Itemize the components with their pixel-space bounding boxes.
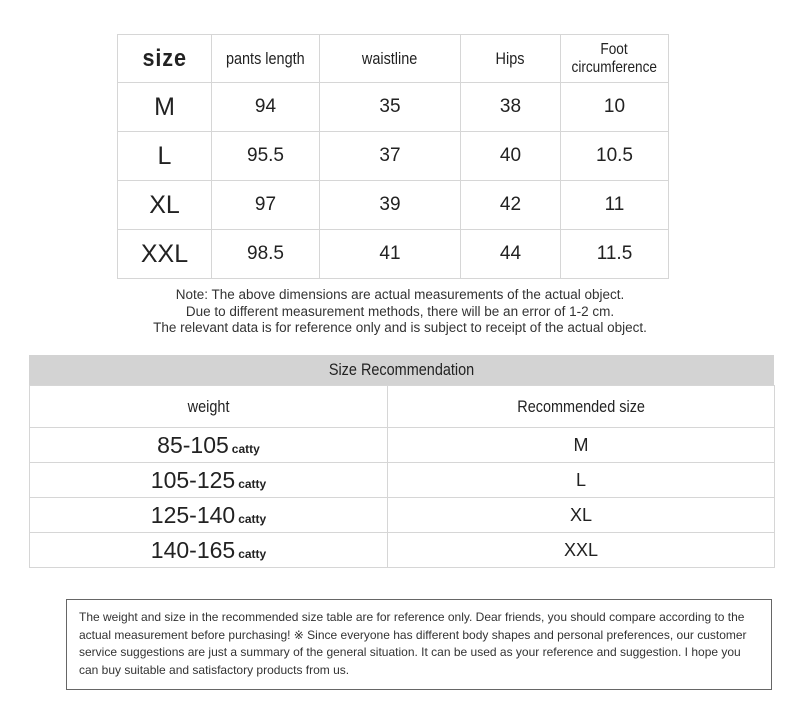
weight-cell: 85-105 catty — [30, 428, 388, 463]
header-foot-circumference — [561, 35, 669, 83]
table-row — [30, 428, 775, 463]
pants-length-cell: 98.5 — [212, 230, 320, 279]
recommended-size-cell: L — [388, 463, 775, 498]
foot-circumference-cell: 11 — [561, 181, 669, 230]
foot-circumference-cell: 10.5 — [561, 132, 669, 181]
waistline-cell: 37 — [320, 132, 461, 181]
table-row — [118, 132, 669, 181]
measurement-note — [0, 287, 800, 337]
size-recommendation-table — [29, 385, 775, 568]
recommendation-header-row — [30, 386, 775, 428]
size-cell: M — [118, 83, 212, 132]
recommended-size-cell: M — [388, 428, 775, 463]
note-line-2: Due to different measurement methods, there will be an error of 1-2 cm. — [185, 303, 615, 319]
note-line-3: The relevant data is for reference only and is subject to receipt of the actual object. — [153, 320, 647, 335]
foot-circumference-cell: 11.5 — [561, 230, 669, 279]
waistline-cell: 39 — [320, 181, 461, 230]
hips-cell: 38 — [461, 83, 561, 132]
table-row — [118, 181, 669, 230]
size-cell: XL — [118, 181, 212, 230]
table-row — [30, 463, 775, 498]
pants-length-cell: 94 — [212, 83, 320, 132]
header-size: size — [118, 35, 212, 83]
header-hips: Hips — [461, 35, 561, 83]
recommended-size-cell: XXL — [388, 533, 775, 568]
header-recommended-size: Recommended size — [388, 386, 775, 428]
recommended-size-cell: XL — [388, 498, 775, 533]
weight-cell: 105-125 catty — [30, 463, 388, 498]
waistline-cell: 41 — [320, 230, 461, 279]
table-row — [30, 498, 775, 533]
disclaimer-box: The weight and size in the recommended size table are for reference only. Dear friends, you should compare according to the actual measurement before purchasing! ※ Since everyone has different body shapes and personal preferences, our customer service suggestions are just a summary of the general situation. It can be used as your reference and suggestion. I hope you can buy suitable and satisfactory products from us. — [66, 599, 772, 690]
size-chart-header-row — [118, 35, 669, 83]
pants-length-cell: 97 — [212, 181, 320, 230]
size-recommendation — [29, 355, 774, 568]
header-waistline: waistline — [320, 35, 461, 83]
header-weight: weight — [30, 386, 388, 428]
foot-circumference-cell: 10 — [561, 83, 669, 132]
size-cell: XXL — [118, 230, 212, 279]
table-row — [30, 533, 775, 568]
table-row — [118, 230, 669, 279]
table-row — [118, 83, 669, 132]
waistline-cell: 35 — [320, 83, 461, 132]
size-cell: L — [118, 132, 212, 181]
hips-cell: 40 — [461, 132, 561, 181]
header-foot-line1: Foot — [600, 40, 629, 58]
hips-cell: 42 — [461, 181, 561, 230]
size-recommendation-title: Size Recommendation — [29, 355, 774, 385]
pants-length-cell: 95.5 — [212, 132, 320, 181]
note-line-1: Note: The above dimensions are actual measurements of the actual object. — [175, 287, 625, 302]
hips-cell: 44 — [461, 230, 561, 279]
weight-cell: 125-140 catty — [30, 498, 388, 533]
weight-cell: 140-165 catty — [30, 533, 388, 568]
header-foot-line2: circumference — [571, 58, 658, 76]
size-chart-table — [117, 34, 669, 279]
header-pants-length: pants length — [212, 35, 320, 83]
